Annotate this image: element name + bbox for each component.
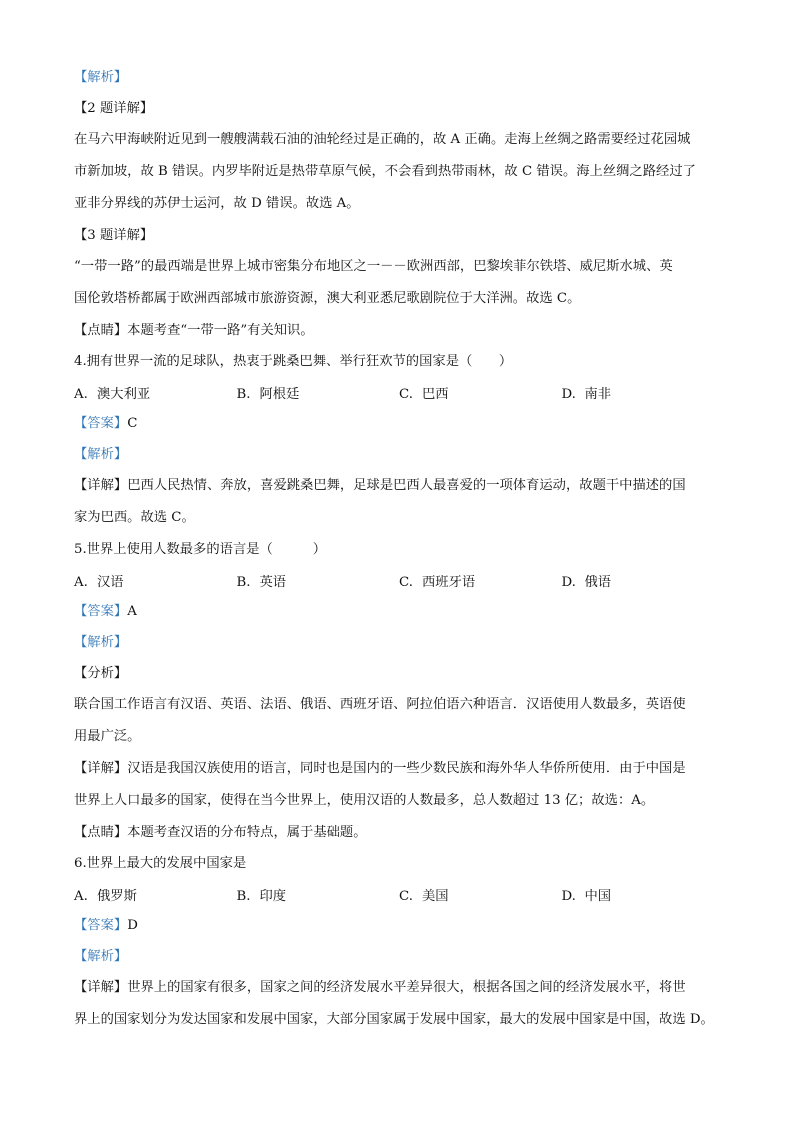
- tip-paragraph: 【点睛】本题考查“一带一路”有关知识。: [74, 323, 314, 338]
- detail-label: 【详解】: [74, 980, 128, 995]
- paragraph-line: 联合国工作语言有汉语、英语、法语、俄语、西班牙语、阿拉伯语六种语言．汉语使用人数最多，英语使: [74, 697, 686, 712]
- q5-detail-paragraph: [74, 753, 724, 817]
- q5-option-d: [562, 571, 725, 590]
- detail-text: 世界上的国家有很多，国家之间的经济发展水平差异很大，根据各国之间的经济发展水平，将世: [127, 980, 686, 995]
- option-letter: B.: [236, 387, 251, 402]
- detail-text: 汉语是我国汉族使用的语言，同时也是国内的一些少数民族和海外华人华侨所使用．由于中国是: [127, 761, 686, 776]
- paragraph-line: 国伦敦塔桥都属于欧洲西部城市旅游资源，澳大利亚悉尼歌剧院位于大洋洲。故选 C。: [74, 291, 581, 306]
- paragraph-line: “一带一路”的最西端是世界上城市密集分布地区之一－－欧洲西部，巴黎埃菲尔铁塔、威尼斯水城、英: [74, 259, 673, 274]
- q5-option-c: [399, 571, 562, 590]
- q6-option-a: [74, 885, 237, 904]
- option-text: 巴西: [422, 387, 449, 402]
- detail-label: 【详解】: [74, 478, 128, 493]
- option-text: 中国: [584, 889, 612, 904]
- q5-answer: [74, 596, 724, 627]
- option-letter: B.: [236, 575, 251, 590]
- detail-text: 巴西人民热情、奔放，喜爱跳桑巴舞，足球是巴西人最喜爱的一项体育运动，故题干中描述的国: [127, 478, 686, 493]
- q6-options: [74, 879, 724, 910]
- option-letter: C.: [399, 575, 413, 590]
- document-page: [74, 62, 724, 1036]
- q6-detail-paragraph: [74, 972, 724, 1036]
- option-text: 南非: [584, 387, 612, 402]
- analysis-heading: 【解析】: [74, 70, 128, 85]
- answer-value: D: [127, 918, 138, 933]
- q4-option-d: [562, 383, 725, 402]
- option-letter: C.: [399, 889, 413, 904]
- paragraph-line: 用最广泛。: [74, 729, 141, 744]
- q6-stem: 6.世界上最大的发展中国家是: [74, 856, 247, 871]
- answer-value: C: [127, 416, 138, 431]
- q6-option-b: [237, 885, 400, 904]
- paragraph-line: 家为巴西。故选 C。: [74, 510, 195, 525]
- q6-option-c: [399, 885, 562, 904]
- paragraph-line: 界上的国家划分为发达国家和发展中国家，大部分国家属于发展中国家，最大的发展中国家是中国，故选 D。: [74, 1012, 714, 1027]
- answer-value: A: [127, 604, 137, 619]
- option-letter: A.: [74, 387, 88, 402]
- option-text: 美国: [422, 889, 449, 904]
- q4-options: [74, 377, 724, 408]
- answer-label: 【答案】: [74, 416, 128, 431]
- q4-detail-paragraph: [74, 470, 724, 534]
- q4-option-b: [237, 383, 400, 402]
- option-text: 俄罗斯: [97, 889, 137, 904]
- q5-option-b: [237, 571, 400, 590]
- q5-options: [74, 565, 724, 596]
- option-text: 阿根廷: [259, 387, 300, 402]
- q5-analysis-heading: 【解析】: [74, 635, 128, 650]
- q4-option-a: [74, 383, 237, 402]
- q4-option-c: [399, 383, 562, 402]
- q4-stem: 4.拥有世界一流的足球队，热衷于跳桑巴舞、举行狂欢节的国家是（ ）: [74, 354, 513, 369]
- paragraph-line: 市新加坡，故 B 错误。内罗毕附近是热带草原气候，不会看到热带雨林，故 C 错误。海上丝绸之路经过了: [74, 164, 696, 179]
- paragraph-line: 世界上人口最多的国家，使得在当今世界上，使用汉语的人数最多，总人数超过 13 亿；故选：A。: [74, 793, 655, 808]
- option-text: 印度: [259, 889, 287, 904]
- option-letter: D.: [561, 387, 576, 402]
- q6-analysis-heading: 【解析】: [74, 949, 128, 964]
- option-letter: B.: [236, 889, 251, 904]
- q4-answer: [74, 408, 724, 439]
- q5-fenxi-paragraph: [74, 689, 724, 753]
- q5-tip: 【点睛】本题考查汉语的分布特点，属于基础题。: [74, 825, 367, 840]
- q2-detail-paragraph: [74, 124, 724, 220]
- answer-label: 【答案】: [74, 918, 128, 933]
- q5-option-a: [74, 571, 237, 590]
- q4-analysis-heading: 【解析】: [74, 447, 128, 462]
- detail-label: 【详解】: [74, 761, 128, 776]
- option-letter: A.: [74, 889, 88, 904]
- paragraph-line: 在马六甲海峡附近见到一艘艘满载石油的油轮经过是正确的，故 A 正确。走海上丝绸之路需要经过花园城: [74, 132, 691, 147]
- answer-label: 【答案】: [74, 604, 128, 619]
- q6-option-d: [562, 885, 725, 904]
- q3-detail-heading: 【3 题详解】: [74, 228, 154, 243]
- option-letter: D.: [561, 889, 576, 904]
- option-text: 西班牙语: [422, 575, 476, 590]
- option-letter: D.: [561, 575, 576, 590]
- q6-answer: [74, 910, 724, 941]
- paragraph-line: [74, 753, 724, 785]
- q2-detail-heading: 【2 题详解】: [74, 101, 154, 116]
- option-letter: A.: [74, 575, 88, 590]
- paragraph-line: 亚非分界线的苏伊士运河，故 D 错误。故选 A。: [74, 196, 360, 211]
- q5-stem: 5.世界上使用人数最多的语言是（ ）: [74, 542, 327, 557]
- paragraph-line: [74, 470, 724, 502]
- paragraph-line: [74, 972, 724, 1004]
- option-text: 俄语: [584, 575, 612, 590]
- option-letter: C.: [399, 387, 413, 402]
- q3-detail-paragraph: [74, 251, 724, 315]
- option-text: 汉语: [97, 575, 124, 590]
- option-text: 澳大利亚: [97, 387, 151, 402]
- option-text: 英语: [259, 575, 287, 590]
- q5-fenxi-heading: 【分析】: [74, 666, 128, 681]
